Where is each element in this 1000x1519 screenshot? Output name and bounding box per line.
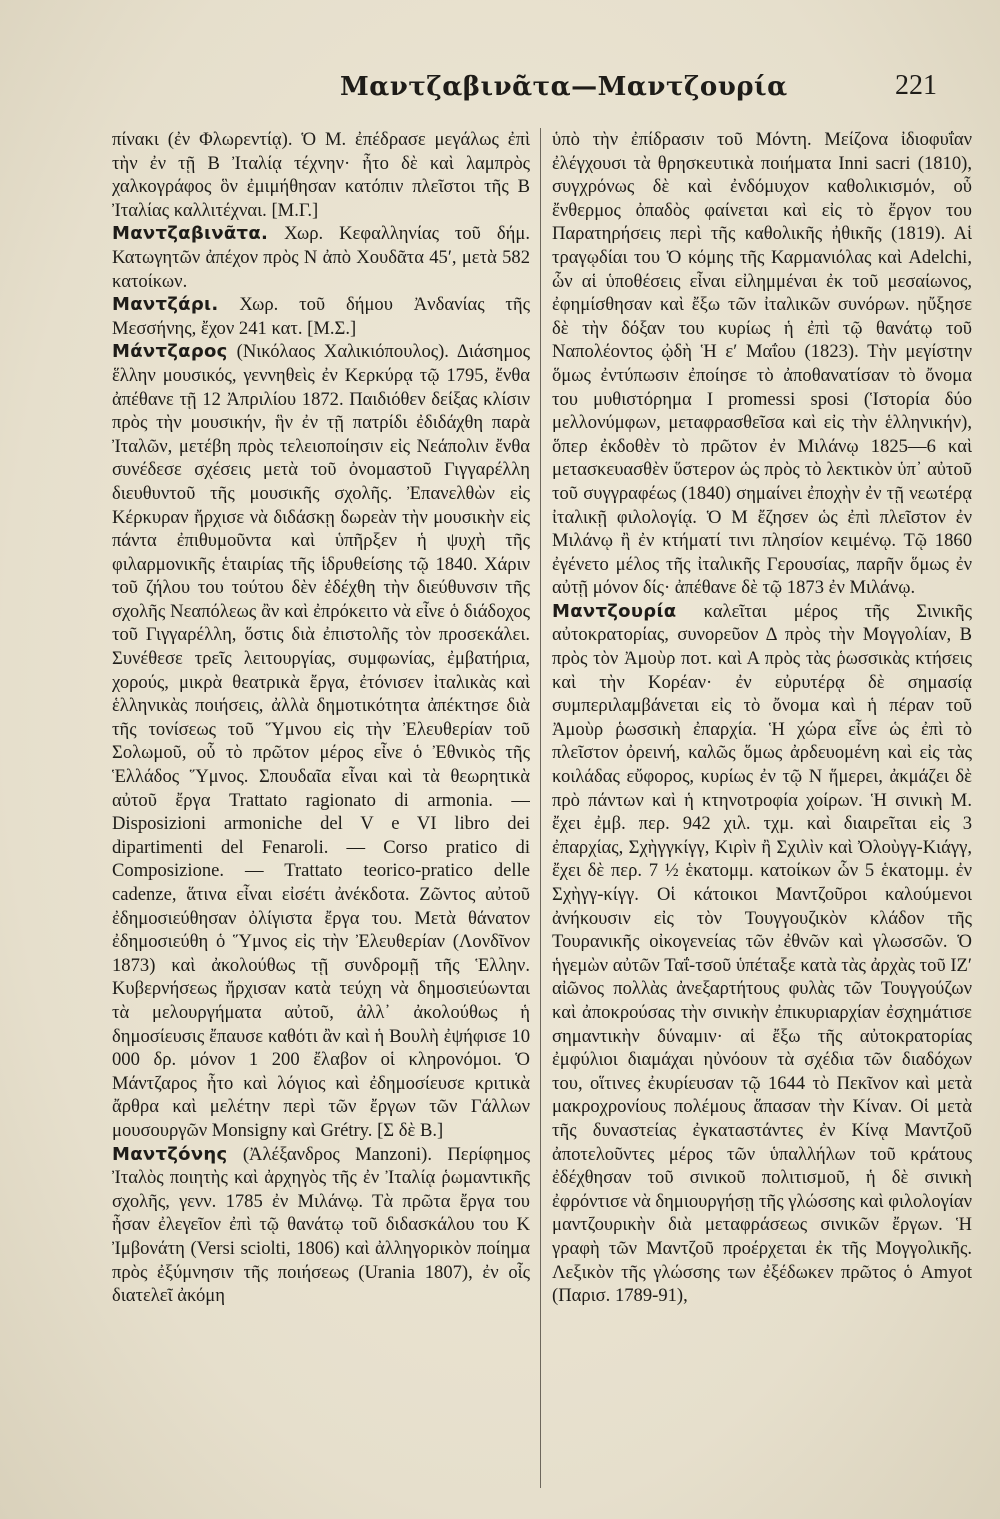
entry-mantzaros xyxy=(112,340,530,1142)
running-head: Μαντζαβινᾶτα—Μαντζουρία xyxy=(340,72,788,102)
entry-text: καλεῖται μέρος τῆς Σινικῆς αὐτοκρατορίας, συνορεῦον Δ πρὸς τὴν Μογγολίαν, Β πρὸς τὸν Ἀμοὺρ ποτ. καὶ Α πρὸς τὰς ῥωσσικὰς κτήσεις καὶ τὴν Κορέαν· ἐν εὐρυτέρᾳ δὲ σημασίᾳ συμπεριλαμβάνεται εἰς τὸ ὄνομα καὶ ἡ πέραν τοῦ Ἀμοὺρ ῥωσσικὴ ἐπαρχία. Ἡ χώρα εἶνε ὡς ἐπὶ τὸ πλεῖστον ὀρεινή, καλῶς ὅμως ἀρδευομένη καὶ εἰς τὰς κοιλάδας εὔφορος, κυρίως ἐν τῷ Ν ἥμερει, ἀκμάζει δὲ πρὸ πάντων καὶ ἡ κτηνοτροφία χοίρων. Ἡ σινικὴ Μ. ἔχει ἐμβ. περ. 942 χιλ. τχμ. καὶ διαιρεῖται εἰς 3 ἐπαρχίας, Σχὴγγκίγγ, Κιρὶν ἢ Σχιλὶν καὶ Ὀλοὺγγ-Κιάγγ, ἔχει δὲ περ. 7 ½ ἑκατομμ. κατοίκων ὧν 5 ἑκατομμ. ἐν Σχὴγγ-κίγγ. Οἱ κάτοικοι Μαντζοῦροι καλούμενοι ἀνήκουσιν εἰς τὸν Τουγγουζικὸν κλάδον τῆς Τουρανικῆς οἰκογενείας τῶν ἐθνῶν καὶ γλωσσῶν. Ὁ ἡγεμὼν αὐτῶν Ταΐ-τσοῦ ὑπέταξε κατὰ τὰς ἀρχὰς τοῦ ΙΖ′ αἰῶνος πολλὰς ἀνεξαρτήτους φυλὰς τῶν Τουγγούζων καὶ ἀποκρούσας τὴν σινικὴν ἐπικυριαρχίαν ἐσχημάτισε σημαντικὴν δύναμιν· αἱ ἔξω τῆς αὐτοκρατορίας ἐμφύλιοι διαμάχαι ηὐνόουν τὰ σχέδια τῶν διαδόχων του, οἵτινες ἐκυρίευσαν τῷ 1644 τὸ Πεκῖνον καὶ μετὰ μακροχρονίους πολέμους ἅπασαν τὴν Κίναν. Οἱ μετὰ τῆς δυναστείας ἐγκαταστάντες ἐν Κίνᾳ Μαντζοῦ ἀποτελοῦντες μέρος τῶν ὑπαλλήλων τοῦ κράτους ἐδέχθησαν τοῦ σινικοῦ πολιτισμοῦ, ἡ δὲ σινικὴ ἐφρόντισε νὰ δημιουργήσῃ τῆς γλώσσης καὶ φιλολογίαν μαντζουρικὴν διὰ μεταφράσεως σινικῶν ἔργων. Ἡ γραφὴ τῶν Μαντζοῦ προέρχεται ἐκ τῆς Μογγολικῆς. Λεξικὸν τῆς γλώσσης των ἐξέδωκεν πρῶτος ὁ Amyot (Παρισ. 1789-91), xyxy=(552,600,972,1307)
entry-text: ὑπὸ τὴν ἐπίδρασιν τοῦ Μόντη. Μείζονα ἰδιοφυΐαν ἐλέγχουσι τὰ θρησκευτικὰ ποιήματα Inni sacri (1810), συγχρόνως δὲ καὶ ἐνδόμυχον καθολικισμόν, οὗ ἔνθερμος ὀπαδὸς φαίνεται καὶ εἰς τὸ ἔργον του Παρατηρήσεις περὶ τῆς καθολικῆς ἠθικῆς (1819). Αἱ τραγῳδίαι του Ὁ κόμης τῆς Καρμανιόλας καὶ Adelchi, ὧν αἱ ὑποθέσεις εἶναι εἰλημμέναι ἐκ τοῦ μεσαίωνος, ἐφημίσθησαν καὶ ἔξω τῶν ἰταλικῶν συνόρων. ηὔξησε δὲ τὴν δόξαν του κυρίως ἡ ἐπὶ τῷ θανάτῳ τοῦ Ναπολέοντος ᾠδὴ Ἡ ε′ Μαΐου (1823). Τὴν μεγίστην ὅμως ἐντύπωσιν ἐποίησε τὸ ἀποθανατίσαν τὸ ὄνομα του μυθιστόρημα I promessi sposi (Ἱστορία δύο μελλονύμφων, μεταφρασθεῖσα καὶ εἰς τὴν ἑλληνικήν), ὅπερ ἐκδοθὲν τὸ πρῶτον ἐν Μιλάνῳ 1825—6 καὶ μετασκευασθὲν ὕστερον ὡς πρὸς τὸ λεκτικὸν ὑπ᾽ αὐτοῦ τοῦ συγγραφέως (1840) σημαίνει ἐποχὴν ἐν τῇ νεωτέρᾳ ἰταλικῇ φιλολογίᾳ. Ὁ Μ ἔζησεν ὡς ἐπὶ πλεῖστον ἐν Μιλάνῳ ἢ ἐν κτήματί τινι πλησίον κειμένῳ. Τῷ 1860 ἐγένετο μέλος τῆς ἰταλικῆς Γερουσίας, παρῆν ὅμως ἐν αὐτῇ μόνον δίς· ἀπέθανε δὲ τῷ 1873 ἐν Μιλάνῳ. xyxy=(552,129,972,599)
entry-text: (Ἀλέξανδρος Manzoni). Περίφημος Ἰταλὸς ποιητὴς καὶ ἀρχηγὸς τῆς ἐν Ἰταλίᾳ ῥωμαντικῆς σχολῆς, γενν. 1785 ἐν Μιλάνῳ. Τὰ πρῶτα ἔργα του ἦσαν ἐλεγεῖον ἐπὶ τῷ θανάτῳ τοῦ διδασκάλου του Κ Ἰμβονάτη (Versi sciolti, 1806) καὶ ἀλληγορικὸν ποίημα πρὸς ἐξύμνησιν τῆς ποιήσεως (Urania 1807), ἐν οἷς διατελεῖ ἀκόμη xyxy=(112,1143,530,1307)
entry-mantzouria xyxy=(552,600,972,1308)
entry-text: Χωρ. Κεφαλληνίας τοῦ δήμ. Κατωγητῶν ἀπέχον πρὸς Ν ἀπὸ Χουδᾶτα 45′, μετὰ 582 κατοίκων. xyxy=(112,223,530,292)
entry-headword: Μάντζαρος xyxy=(112,341,228,363)
entry-text: πίνακι (ἐν Φλωρεντίᾳ). Ὁ Μ. ἐπέδρασε μεγάλως ἐπὶ τὴν ἐν τῇ Β Ἰταλίᾳ τέχνην· ἦτο δὲ καὶ λαμπρὸς χαλκογράφος ὃν ἐμιμήθησαν κατόπιν πλεῖστοι τῆς Β Ἰταλίας καλλιτέχναι. [Μ.Γ.] xyxy=(112,129,530,221)
entry-text: (Νικόλαος Χαλικιόπουλος). Διάσημος ἕλλην μουσικός, γεννηθεὶς ἐν Κερκύρᾳ τῷ 1795, ἔνθα ἀπέθανε τῇ 12 Ἀπριλίου 1872. Παιδιόθεν δείξας κλίσιν πρὸς τὴν μουσικήν, ἣν ἐν τῇ πατρίδι ἐδιδάχθη παρὰ Ἰταλῶν, μετέβη πρὸς τελειοποίησιν εἰς Νεάπολιν ἔνθα συνέδεσε σχέσεις μετὰ τοῦ ὀνομαστοῦ Γιγγαρέλλη διευθυντοῦ τῆς μουσικῆς σχολῆς. Ἐπανελθὼν εἰς Κέρκυραν ἤρχισε νὰ διδάσκῃ δωρεὰν τὴν μουσικὴν εἰς πάντα ἐπιθυμοῦντα καὶ ὑπῆρξεν ἡ ψυχὴ τῆς φιλαρμονικῆς ἑταιρίας τῆς ἱδρυθείσης τῷ 1840. Χάριν τοῦ ζήλου του τούτου δὲν ἐδέχθη τὴν διεύθυνσιν τῆς σχολῆς Νεαπόλεως ἂν καὶ ἐπρόκειτο νὰ εἶνε ὁ διάδοχος τοῦ Γιγγαρέλλη, ὅστις διὰ ἐπιστολῆς τὸν προσεκάλει. Συνέθεσε τρεῖς λειτουργίας, συμφωνίας, ἐμβατήρια, χορούς, μικρὰ θεατρικὰ ἔργα, ἐτόνισεν ἰταλικὰς καὶ ἑλληνικὰς ποιήσεις, ἀλλὰ δημοτικότητα ἀπέκτησε διὰ τῆς τονίσεως τοῦ Ὕμνου εἰς τὴν Ἐλευθερίαν τοῦ Σολωμοῦ, οὗ τὸ πρῶτον μέρος εἶνε ὁ Ἐθνικὸς τῆς Ἑλλάδος Ὕμνος. Σπουδαῖα εἶναι καὶ τὰ θεωρητικὰ αὐτοῦ ἔργα Trattato ragionato di armonia. — Disposizioni armoniche del V e VI libro dei dipartimenti del Fenaroli. — Corso pratico di Composizione. — Trattato teorico-pratico delle cadenze, ἅτινα εἶναι εἰσέτι ἀνέκδοτα. Ζῶντος αὐτοῦ ἐδημοσιεύθησαν ὀλίγιστα ἔργα του. Μετὰ θάνατον ἐδημοσιεύθη ὁ Ὕμνος εἰς τὴν Ἐλευθερίαν (Λονδῖνον 1873) καὶ ἀκολούθως τῇ συνδρομῇ τῆς Ἑλλην. Κυβερνήσεως ἤρχισαν κατὰ τεύχη νὰ δημοσιεύωνται τὰ μελουργήματα αὐτοῦ, ἀλλ᾽ ἀκολούθως ἡ δημοσίευσις ἔπαυσε καθότι ἂν καὶ ἡ Βουλὴ ἐψήφισε 10 000 δρ. μόνον 1 200 ἔλαβον οἱ κληρονόμοι. Ὁ Μάντζαρος ἦτο καὶ λόγιος καὶ ἐδημοσίευσε κριτικὰ ἄρθρα καὶ μελέτην περὶ τῶν ἔργων τῶν Γάλλων μουσουργῶν Monsigny καὶ Grétry. [Σ δὲ Β.] xyxy=(112,341,530,1141)
entry-mantzavinata xyxy=(112,222,530,293)
page-number: 221 xyxy=(895,70,937,101)
left-column xyxy=(112,128,530,1493)
right-column xyxy=(552,128,972,1493)
entry-headword: Μαντζόνης xyxy=(112,1143,228,1165)
entry-headword: Μαντζαβινᾶτα. xyxy=(112,223,269,245)
entry-headword: Μαντζάρι. xyxy=(112,294,219,316)
page-header xyxy=(0,68,1000,108)
entry-mantzonis xyxy=(112,1143,530,1308)
entry-mantzari xyxy=(112,293,530,340)
entry-mantzonis-continued xyxy=(552,128,972,600)
column-divider xyxy=(540,128,541,1488)
entry-headword: Μαντζουρία xyxy=(552,600,677,622)
entry-continued xyxy=(112,128,530,222)
entry-text: Χωρ. τοῦ δήμου Ἀνδανίας τῆς Μεσσήνης, ἔχον 241 κατ. [Μ.Σ.] xyxy=(112,294,530,339)
